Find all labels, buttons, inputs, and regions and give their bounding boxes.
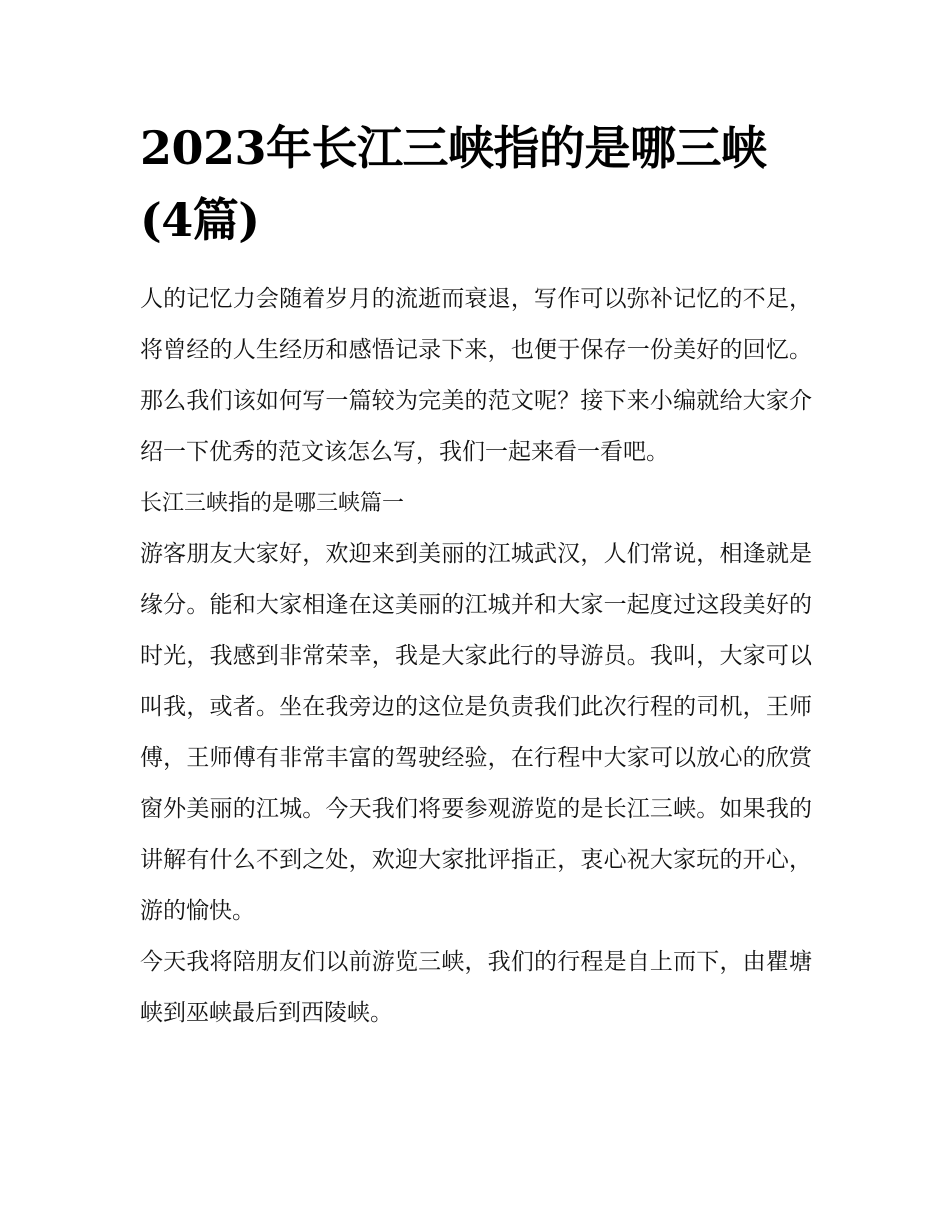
section-heading: 长江三峡指的是哪三峡篇一 bbox=[140, 491, 405, 516]
body-paragraph-1: 游客朋友大家好，欢迎来到美丽的江城武汉，人们常说，相逢就是缘分。能和大家相逢在这美丽的江城并和大家一起度过这段美好的时光，我感到非常荣幸，我是大家此行的导游员。我叫，大家可以叫我，或者。坐在我旁边的这位是负责我们此次行程的司机，王师傅，王师傅有非常丰富的驾驶经验，在行程中大家可以放心的欣赏窗外美丽的江城。今天我们将要参观游览的是长江三峡。如果我的讲解有什么不到之处，欢迎大家批评指正，衷心祝大家玩的开心，游的愉快。 bbox=[140, 541, 812, 924]
intro-paragraph: 人的记忆力会随着岁月的流逝而衰退，写作可以弥补记忆的不足，将曾经的人生经历和感悟记录下来，也便于保存一份美好的回忆。那么我们该如何写一篇较为完美的范文呢？接下来小编就给大家介绍一下优秀的范文该怎么写，我们一起来看一看吧。 bbox=[140, 286, 812, 465]
document-title: 2023年长江三峡指的是哪三峡(4篇) bbox=[140, 121, 767, 247]
document-page bbox=[140, 112, 812, 1039]
body-paragraph-2: 今天我将陪朋友们以前游览三峡，我们的行程是自上而下，由瞿塘峡到巫峡最后到西陵峡。 bbox=[140, 949, 812, 1026]
